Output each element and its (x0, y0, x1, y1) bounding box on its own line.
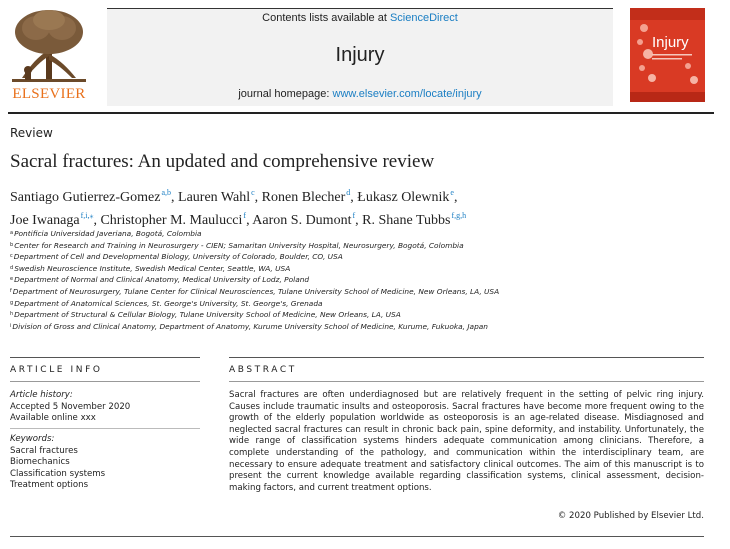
author-name: Santiago Gutierrez-Gomez (10, 190, 161, 205)
affiliation-letter: e (10, 276, 14, 283)
header-divider (8, 112, 714, 114)
abstract-top-rule (229, 357, 704, 358)
author-list (10, 184, 570, 230)
author-affiliation-marker[interactable]: a,b (161, 188, 172, 197)
author-name: Łukasz Olewnik (357, 190, 450, 205)
history-label: Article history: (10, 390, 73, 400)
copyright-notice: © 2020 Published by Elsevier Ltd. (557, 511, 704, 521)
author-name: Ronen Blecher (261, 190, 346, 205)
cover-journal-title: Injury (652, 34, 689, 51)
keyword-item[interactable]: Classification systems (10, 468, 106, 479)
affiliation-letter: b (10, 241, 14, 248)
affiliation-letter: d (10, 264, 14, 271)
affiliation-list (10, 228, 610, 332)
available-online: Available online xxx (10, 413, 96, 424)
history-divider (10, 428, 200, 429)
author[interactable] (252, 213, 362, 228)
affiliation-text: Department of Cell and Developmental Biology, University of Colorado, Boulder, CO, USA (13, 252, 343, 262)
affiliation-text: Department of Structural & Cellular Biology, Tulane University School of Medicine, New Orleans, LA, USA (14, 310, 401, 320)
affiliation-letter: c (10, 253, 13, 260)
affiliation-item (10, 251, 610, 263)
keyword-item[interactable]: Treatment options (10, 480, 89, 491)
journal-header (0, 0, 730, 112)
author-affiliation-marker[interactable]: f (352, 211, 356, 220)
affiliation-text: Center for Research and Training in Neurosurgery - CIEN; Samaritan University Hospital, Neurosurgery, Bogotá, Colombia (14, 240, 464, 250)
author-affiliation-marker[interactable]: d (346, 188, 351, 197)
author-name: Joe Iwanaga (10, 213, 80, 228)
journal-cover-thumbnail[interactable] (630, 8, 705, 102)
affiliation-text: Department of Normal and Clinical Anatomy, Medical University of Lodz, Poland (14, 275, 310, 285)
keyword-item[interactable]: Sacral fractures (10, 445, 78, 456)
author-separator: , (453, 190, 458, 205)
author-affiliation-marker[interactable]: e (450, 188, 454, 197)
affiliation-letter: g (10, 299, 14, 306)
affiliation-letter: a (10, 230, 14, 236)
banner-top-rule (107, 8, 613, 9)
elsevier-logo[interactable] (8, 6, 90, 102)
accepted-date: Accepted 5 November 2020 (10, 401, 131, 412)
abstract-heading: ABSTRACT (229, 365, 297, 375)
author-separator: , (254, 190, 262, 205)
abstract-heading-rule (229, 381, 704, 382)
affiliation-text: Division of Gross and Clinical Anatomy, Department of Anatomy, Kurume University School of Medicine, Kurume, Fukuoka, Japan (12, 321, 488, 331)
affiliation-item (10, 321, 610, 333)
keywords-block (10, 434, 200, 492)
article-info-top-rule (10, 357, 200, 358)
author-name: Christopher M. Maulucci (100, 213, 243, 228)
affiliation-item (10, 286, 610, 298)
author-separator: , (93, 213, 101, 228)
author[interactable] (262, 190, 358, 205)
homepage-prefix: journal homepage: (238, 88, 330, 100)
author[interactable] (10, 213, 100, 228)
article-type: Review (10, 126, 53, 140)
author[interactable] (178, 190, 262, 205)
author[interactable] (357, 190, 457, 205)
article-history (10, 390, 200, 425)
abstract-body: Sacral fractures are often underdiagnosed but are relatively frequent in the setting of pelvic ring injury. Causes include traumatic insults and osteoporosis. Sacral fractures have become more frequent owing to the growth of the elderly population worldwide as osteoporosis is an age-related disease. Misdiagnosed and neglected sacral fractures can result in chronic back pain, spine deformity, and instability. Unfortunately, the wide range of classification systems hinders adequate communication among clinicians. Therefore, a complete understanding of the pathology, and communication within the interdisciplinary team, are necessary to ensure adequate treatment and satisfactory clinical outcomes. The aim of this manuscript is to present the current knowledge available regarding classification systems, clinical assessment, decision-making factors, and current treatment options. (229, 390, 704, 493)
affiliation-text: Department of Neurosurgery, Tulane Center for Clinical Neurosciences, Tulane University School of Medicine, New Orleans, LA, USA (12, 286, 500, 296)
author-name: R. Shane Tubbs (362, 213, 451, 228)
affiliation-item (10, 309, 610, 321)
author-affiliation-marker[interactable]: f,i,⁎ (80, 211, 94, 220)
author-separator: , (171, 190, 179, 205)
article-info-heading: ARTICLE INFO (10, 365, 103, 375)
author-name: Lauren Wahl (178, 190, 251, 205)
elsevier-wordmark: ELSEVIER (12, 86, 86, 102)
journal-title: Injury (335, 44, 385, 66)
article-info-heading-rule (10, 381, 200, 382)
author-affiliation-marker[interactable]: f,g,h (451, 211, 467, 220)
affiliation-item (10, 240, 610, 252)
cover-pattern-icon (630, 8, 705, 102)
journal-homepage-link[interactable]: www.elsevier.com/locate/injury (332, 88, 482, 100)
author[interactable] (10, 190, 178, 205)
author[interactable] (100, 213, 252, 228)
affiliation-letter: h (10, 311, 14, 318)
author-separator: , (246, 213, 253, 228)
keyword-item[interactable]: Biomechanics (10, 457, 70, 468)
author[interactable] (362, 213, 466, 228)
journal-banner (107, 8, 613, 106)
elsevier-tree-icon (8, 6, 90, 86)
affiliation-item (10, 263, 610, 275)
journal-homepage-line (107, 88, 613, 100)
page-bottom-rule (10, 536, 704, 537)
author-separator: , (350, 190, 358, 205)
sciencedirect-link[interactable]: ScienceDirect (389, 12, 458, 24)
affiliation-item (10, 298, 610, 310)
affiliation-item (10, 228, 610, 240)
affiliation-text: Department of Anatomical Sciences, St. George's University, St. George's, Grenada (14, 298, 323, 308)
author-affiliation-marker[interactable]: c (251, 188, 255, 197)
contents-availability-line (107, 12, 613, 24)
affiliation-text: Pontificia Universidad Javeriana, Bogotá, Colombia (14, 229, 202, 238)
author-name: Aaron S. Dumont (252, 213, 352, 228)
contents-prefix: Contents lists available at (262, 12, 387, 24)
keywords-label: Keywords: (10, 434, 55, 444)
affiliation-item (10, 274, 610, 286)
affiliation-letter: f (10, 287, 12, 294)
article-title: Sacral fractures: An updated and comprehensive review (10, 151, 435, 172)
author-affiliation-marker[interactable]: f (243, 211, 247, 220)
author-separator: , (355, 213, 363, 228)
affiliation-letter: i (10, 322, 12, 329)
affiliation-text: Swedish Neuroscience Institute, Swedish Medical Center, Seattle, WA, USA (14, 263, 291, 273)
